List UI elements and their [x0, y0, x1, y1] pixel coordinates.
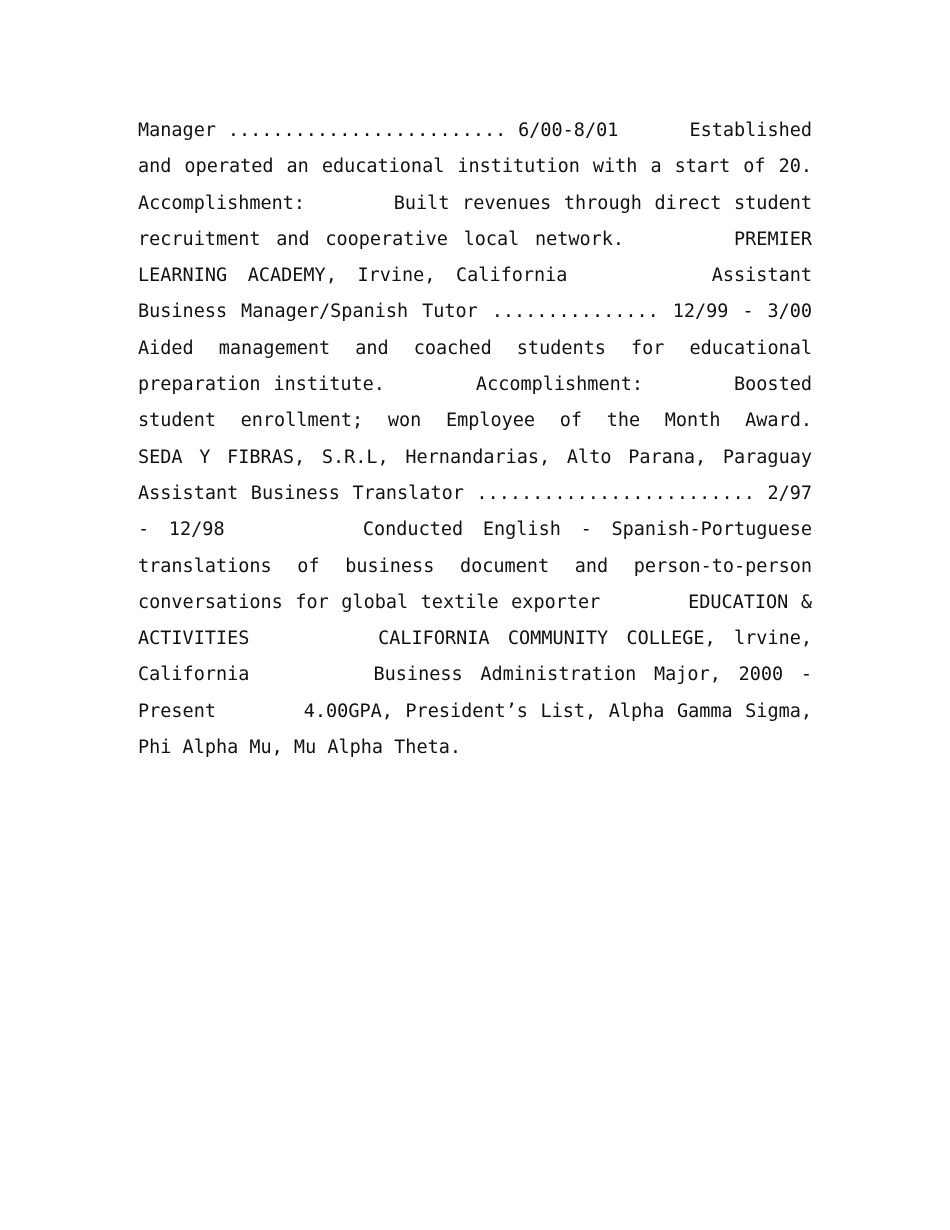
- resume-paragraph: Manager ......................... 6/00-8/01 Established and operated an educational institution with a start of 20. Accomplishment: Built revenues through direct student recruitment and cooperative local network. PREMIER LEARNING ACADEMY, Irvine, California Assistant Business Manager/Spanish Tutor ............... 12/99 - 3/00 Aided management and coached students for educational preparation institute. Accomplishment: Boosted student enrollment; won Employee of the Month Award. SEDA Y FIBRAS, S.R.L, Hernandarias, Alto Parana, Paraguay Assistant Business Translator ......................... 2/97 - 12/98 Conducted English - Spanish-Portuguese translations of business document and person-to-person conversations for global textile exporter EDUCATION & ACTIVITIES CALIFORNIA COMMUNITY COLLEGE, lrvine, California Business Administration Major, 2000 - Present 4.00GPA, President’s List, Alpha Gamma Sigma, Phi Alpha Mu, Mu Alpha Theta.: [138, 120, 890, 759]
- resume-body-text: [138, 113, 890, 766]
